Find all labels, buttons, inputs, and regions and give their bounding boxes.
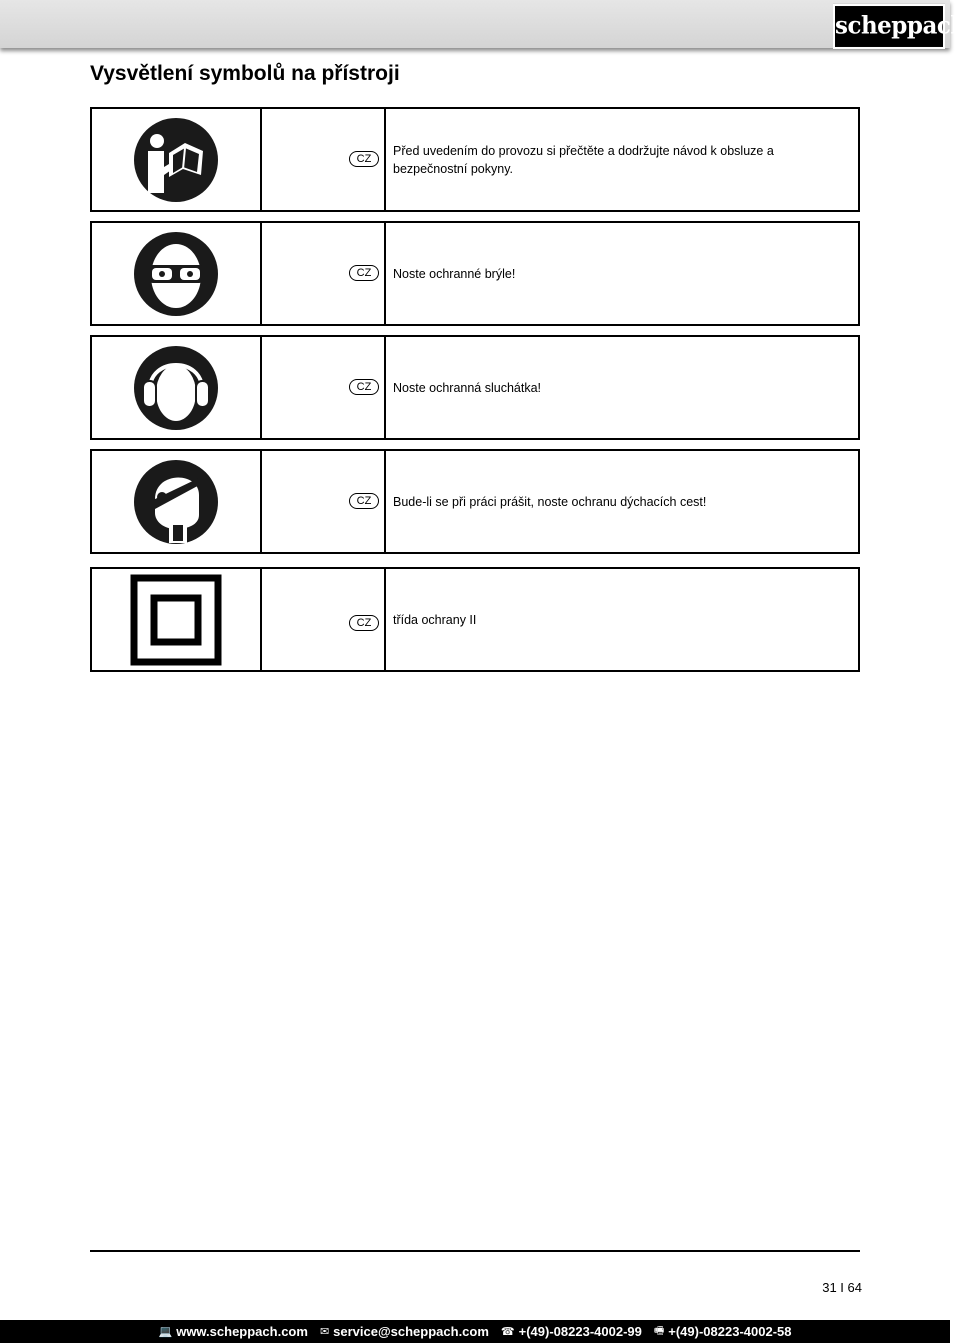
phone-number: ☎ +(49)-08223-4002-99 (500, 1324, 642, 1339)
language-badge: CZ (349, 493, 379, 509)
symbol-description: třída ochrany II (393, 612, 477, 627)
phone-icon: ☎ (500, 1326, 515, 1338)
symbol-description: Bude-li se při práci prášit, noste ochranu dýchacích cest! (393, 494, 707, 509)
safety-goggles-icon (133, 231, 219, 317)
contact-footer (0, 1320, 950, 1343)
website-link[interactable]: 💻 www.scheppach.com (158, 1324, 308, 1339)
ear-protection-icon (133, 345, 219, 431)
language-badge: CZ (349, 265, 379, 281)
symbol-row (90, 335, 860, 440)
footer-divider (90, 1250, 860, 1252)
symbol-row (90, 221, 860, 326)
dust-mask-icon (133, 459, 219, 545)
page-number: 31 I 64 (822, 1280, 862, 1295)
symbol-description: Před uvedením do provozu si přečtěte a dodržujte návod k obsluze a bezpečnostní pokyny. (393, 143, 774, 176)
email-link[interactable]: ✉ service@scheppach.com (319, 1324, 489, 1339)
computer-icon: 💻 (158, 1326, 173, 1338)
symbol-row (90, 449, 860, 554)
envelope-icon: ✉ (319, 1326, 330, 1338)
language-badge: CZ (349, 151, 379, 167)
symbol-row (90, 567, 860, 672)
fax-icon: 🖷 (653, 1325, 665, 1337)
symbol-row (90, 107, 860, 212)
fax-number: 🖷 +(49)-08223-4002-58 (653, 1324, 792, 1339)
read-manual-icon (133, 117, 219, 203)
scheppach-logo: scheppach (833, 4, 945, 49)
language-badge: CZ (349, 615, 379, 631)
symbol-description: Noste ochranné brýle! (393, 266, 516, 281)
language-badge: CZ (349, 379, 379, 395)
symbol-description: Noste ochranná sluchátka! (393, 380, 542, 395)
page-title: Vysvětlení symbolů na přístroji (90, 62, 400, 85)
header-bar (0, 0, 967, 48)
protection-class-ii-icon (130, 574, 222, 666)
